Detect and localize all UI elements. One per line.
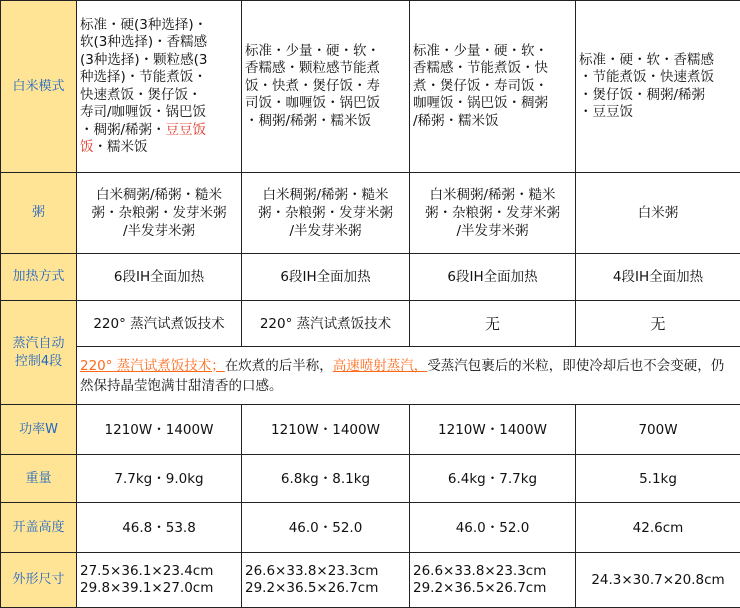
cell-power-model3: 1210W・1400W [410,405,576,455]
cell-dimensions-model4: 24.3×30.7×20.8cm [576,553,740,608]
text-line: 粥・杂粮粥・发芽米粥 [258,205,393,221]
cell-heating-model3: 6段IH全面加热 [410,254,576,301]
row-label-dimensions: 外形尺寸 [1,553,77,608]
text-line: 标准・硬・软・香糯感 [579,52,714,68]
text-line: ・豆豆饭 [579,104,633,120]
text-line: 受蒸汽包裹后的米粒，即使冷却后也不会变硬，仍然保持晶莹饱满甘甜清香的口感。 [80,358,724,394]
text-line: ・稠粥/稀粥・糯米饭 [245,113,371,129]
text-line: 白米稠粥/稀粥・糙米 [262,187,388,203]
text-line: 在炊煮的后半称， [225,358,333,374]
row-label-power: 功率W [1,405,77,455]
text-line: ・节能煮饭・快速煮饭 [579,69,714,85]
row-weight [1,455,740,503]
text-line: ・稠粥/稀粥・ [80,122,166,138]
cell-porridge-model3 [410,173,576,254]
cell-steam-model3: 无 [410,301,576,347]
cell-steam-description [77,347,740,405]
row-lid-height [1,503,740,553]
cell-lid-height-model3: 46.0・52.0 [410,503,576,553]
text-line: 咖喱饭・锅巴饭・稠粥 [413,95,548,111]
cell-heating-model1: 6段IH全面加热 [77,254,242,301]
text-line: 控制4段 [15,354,62,369]
row-label-porridge: 粥 [1,173,77,254]
cell-weight-model3: 6.4kg・7.7kg [410,455,576,503]
cell-lid-height-model1: 46.8・53.8 [77,503,242,553]
row-heating [1,254,740,301]
text-line: 煮・煲仔饭・寿司饭・ [413,78,548,94]
text-line: ・煲仔饭・稠粥/稀粥 [579,87,705,103]
text-line: /半发芽米粥 [289,223,361,239]
text-line: /半发芽米粥 [456,223,528,239]
cell-power-model4: 700W [576,405,740,455]
cell-porridge-model1 [77,173,242,254]
cell-lid-height-model4: 42.6cm [576,503,740,553]
highlight-rice-char: 饭 [80,139,94,155]
text-line: 29.2×36.5×26.7cm [413,580,546,596]
row-label-weight: 重量 [1,455,77,503]
cell-weight-model2: 6.8kg・8.1kg [242,455,410,503]
highlight-doudou-rice: 豆豆饭 [166,122,207,138]
row-steam [1,301,740,347]
text-line: /稀粥・糯米饭 [413,113,499,129]
cell-dimensions-model3 [410,553,576,608]
row-label-lid-height: 开盖高度 [1,503,77,553]
text-line: 粥・杂粮粥・发芽米粥 [425,205,560,221]
row-label-white-rice: 白米模式 [1,1,77,173]
text-line: 香糯感・颗粒感节能煮 [245,60,380,76]
text-line: 27.5×36.1×23.4cm [80,563,213,579]
text-line: /半发芽米粥 [123,223,195,239]
cell-heating-model4: 4段IH全面加热 [576,254,740,301]
text-line: 快速煮饭・煲仔饭・ [80,87,202,103]
text-line: ・糯米饭 [94,139,148,155]
cell-weight-model1: 7.7kg・9.0kg [77,455,242,503]
cell-white-rice-model2 [242,1,410,173]
text-line: 寿司/咖喱饭・锅巴饭 [80,104,206,120]
row-power [1,405,740,455]
cell-weight-model4: 5.1kg [576,455,740,503]
text-line: 标准・硬(3种选择)・ [80,17,207,33]
text-line: 29.8×39.1×27.0cm [80,580,213,596]
cell-porridge-model4: 白米粥 [576,173,740,254]
text-line: 饭・快煮・煲仔饭・寿 [245,78,380,94]
cell-white-rice-model1 [77,1,242,173]
cell-power-model2: 1210W・1400W [242,405,410,455]
text-line: 香糯感・节能煮饭・快 [413,60,548,76]
text-line: 粥・杂粮粥・发芽米粥 [92,205,227,221]
text-line: 标准・少量・硬・软・ [245,43,380,59]
cell-white-rice-model4 [576,1,740,173]
cell-dimensions-model2 [242,553,410,608]
row-dimensions [1,553,740,608]
row-white-rice [1,1,740,173]
text-line: 软(3种选择)・香糯感 [80,34,207,50]
cell-heating-model2: 6段IH全面加热 [242,254,410,301]
text-line: 白米稠粥/稀粥・糙米 [429,187,555,203]
cell-power-model1: 1210W・1400W [77,405,242,455]
cell-dimensions-model1 [77,553,242,608]
text-line: 26.6×33.8×23.3cm [245,563,378,579]
row-label-steam [1,301,77,405]
row-label-heating: 加热方式 [1,254,77,301]
text-line: 标准・少量・硬・软・ [413,43,548,59]
row-porridge [1,173,740,254]
cell-steam-model2: 220° 蒸汽试煮饭技术 [242,301,410,347]
row-steam-description [1,347,740,405]
text-line: 26.6×33.8×23.3cm [413,563,546,579]
steam-tech-highlight: 220° 蒸汽试煮饭技术； [80,358,225,374]
steam-jet-highlight: 高速喷射蒸汽， [333,358,428,374]
text-line: 白米稠粥/稀粥・糙米 [96,187,222,203]
cell-steam-model1: 220° 蒸汽试煮饭技术 [77,301,242,347]
text-line: 司饭・咖喱饭・锅巴饭 [245,95,380,111]
text-line: 29.2×36.5×26.7cm [245,580,378,596]
cell-white-rice-model3 [410,1,576,173]
cell-porridge-model2 [242,173,410,254]
cell-lid-height-model2: 46.0・52.0 [242,503,410,553]
cell-steam-model4: 无 [576,301,740,347]
text-line: 蒸汽自动 [12,336,64,351]
text-line: 种选择)・节能煮饭・ [80,69,207,85]
text-line: (3种选择)・颗粒感(3 [80,52,207,68]
